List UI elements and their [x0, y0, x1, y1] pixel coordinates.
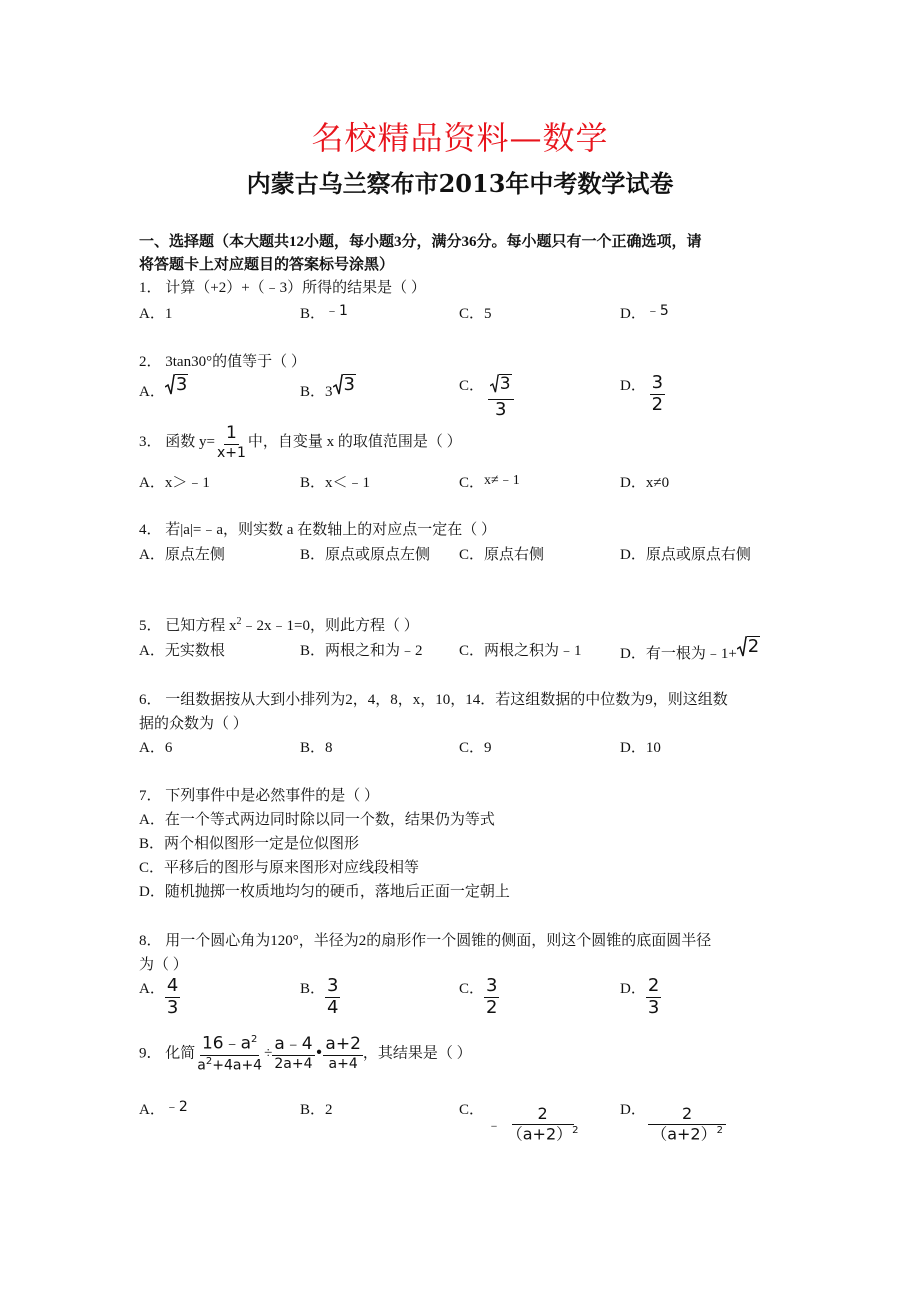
q8-stem-line2: 为（ ）: [139, 957, 188, 973]
q4-option-b: B．原点或原点左侧: [300, 547, 431, 563]
q3-fraction: $\frac{1}{x+1}$: [216, 423, 246, 461]
q7-option-a: A．在一个等式两边同时除以同一个数，结果仍为等式: [139, 812, 495, 828]
q8-a-fraction: $\frac{4}{3}$: [166, 975, 179, 1018]
sqrt-symbol: 3: [165, 374, 188, 396]
q9-fraction-3: $\frac{a+2}{a+4}$: [325, 1034, 361, 1072]
q6-option-c: C．9: [459, 740, 492, 756]
q9-option-c: ﹣ $\frac{2}{(a+2)^2}$: [487, 1104, 579, 1144]
q9-fraction-2: $\frac{a﹣4}{2a+4}$: [274, 1034, 313, 1072]
q2-option-b: B．3 3: [300, 374, 355, 400]
q3-option-b: B．x＜﹣1: [300, 475, 371, 491]
q5-option-b: B．两根之和为﹣2: [300, 643, 423, 659]
q8-c-fraction: $\frac{3}{2}$: [486, 975, 498, 1018]
q7-option-b: B．两个相似图形一定是位似图形: [139, 836, 360, 852]
exam-title: 内蒙古乌兰察布市2013年中考数学试卷: [246, 169, 674, 198]
sqrt-symbol: 3: [333, 374, 356, 396]
q1-option-b: B．﹣1: [300, 303, 348, 322]
q1-option-d: D．﹣5: [620, 303, 669, 322]
q2-stem: 2． 3tan30°的值等于（ ）: [139, 354, 306, 370]
q3-option-d: D．x≠0: [620, 475, 670, 491]
q9-stem: 9． 化简 $\frac{16﹣a^2}{a^2+4a+4}$ ÷ $\frac{a﹣4}{2a+4}$ • $\frac{a+2}{a+4}$ ，其结果是（ ）: [139, 1033, 472, 1074]
q9-option-a: A．﹣2: [139, 1099, 188, 1118]
q5-option-c: C．两根之积为﹣1: [459, 643, 582, 659]
q6-option-a: A．6: [139, 740, 173, 756]
q8-option-d: D． $\frac{2}{3}$: [620, 975, 660, 1018]
q7-option-c: C．平移后的图形与原来图形对应线段相等: [139, 860, 420, 876]
q9-d-fraction: $\frac{2}{(a+2)^2}$: [648, 1106, 726, 1143]
q1-stem: 1． 计算（+2）+（﹣3）所得的结果是（ ）: [139, 280, 426, 296]
q7-option-d: D．随机抛掷一枚质地均匀的硬币，落地后正面一定朝上: [139, 884, 510, 900]
q4-option-c: C．原点右侧: [459, 547, 545, 563]
q8-stem-line1: 8． 用一个圆心角为120°，半径为2的扇形作一个圆锥的侧面，则这个圆锥的底面圆半径: [139, 933, 712, 949]
q8-d-fraction: $\frac{2}{3}$: [647, 975, 660, 1018]
q3-stem: 3． 函数 y= $\frac{1}{x+1}$ 中，自变量 x 的取值范围是（ ）: [139, 423, 462, 461]
banner-title: 名校精品资料—数学: [311, 119, 609, 157]
q8-option-c: C． $\frac{3}{2}$: [459, 975, 498, 1018]
q1-option-a: A．1: [139, 306, 173, 322]
q4-stem: 4． 若|a|=﹣a，则实数 a 在数轴上的对应点一定在（ ）: [139, 522, 496, 538]
q2-option-a: A． 3: [139, 374, 188, 400]
q9-option-d: [648, 1106, 726, 1143]
q8-b-fraction: $\frac{3}{4}$: [327, 975, 339, 1018]
q5-stem: 5． 已知方程 $x^2﹣2x﹣1=0$，则此方程（ ）: [139, 616, 419, 634]
q6-option-b: B．8: [300, 740, 333, 756]
q8-option-a: A． $\frac{4}{3}$: [139, 975, 179, 1018]
q3-option-a: A．x＞﹣1: [139, 475, 210, 491]
sqrt-symbol: 2: [737, 636, 760, 658]
q7-stem: 7． 下列事件中是必然事件的是（ ）: [139, 788, 380, 804]
q2-option-d: D． $\frac{3}{2}$: [620, 372, 664, 415]
q6-option-d: D．10: [620, 740, 661, 756]
q5-option-a: A．无实数根: [139, 643, 225, 659]
section-heading-line1: 一、选择题（本大题共12小题，每小题3分，满分36分。每小题只有一个正确选项，请: [139, 234, 702, 250]
q9-fraction-1: $\frac{16﹣a^2}{a^2+4a+4}$: [197, 1033, 263, 1074]
q4-option-a: A．原点左侧: [139, 547, 225, 563]
q5-option-d: D．有一根为﹣1+ 2: [620, 636, 760, 662]
q3-option-c: C．x≠﹣1: [459, 473, 520, 491]
section-heading-line2: 将答题卡上对应题目的答案标号涂黑）: [139, 257, 395, 273]
q6-stem-line1: 6． 一组数据按从大到小排列为2，4，8，x，10，14．若这组数据的中位数为9，则这组数: [139, 692, 728, 708]
q1-option-c: C．5: [459, 306, 492, 322]
q2-option-c: C． $\frac{3}{3}$: [459, 374, 514, 420]
q8-option-b: B． $\frac{3}{4}$: [300, 975, 339, 1018]
q9-option-d-label: D．: [620, 1102, 646, 1118]
q9-option-c-label: C．: [459, 1102, 485, 1118]
q4-option-d: D．原点或原点右侧: [620, 547, 751, 563]
q2-c-fraction: $\frac{3}{3}$: [488, 374, 514, 420]
q9-c-fraction: $\frac{2}{(a+2)^2}$: [506, 1104, 579, 1144]
q9-option-b: B．2: [300, 1102, 333, 1118]
q6-stem-line2: 据的众数为（ ）: [139, 716, 248, 732]
q2-d-fraction: $\frac{3}{2}$: [651, 372, 664, 415]
